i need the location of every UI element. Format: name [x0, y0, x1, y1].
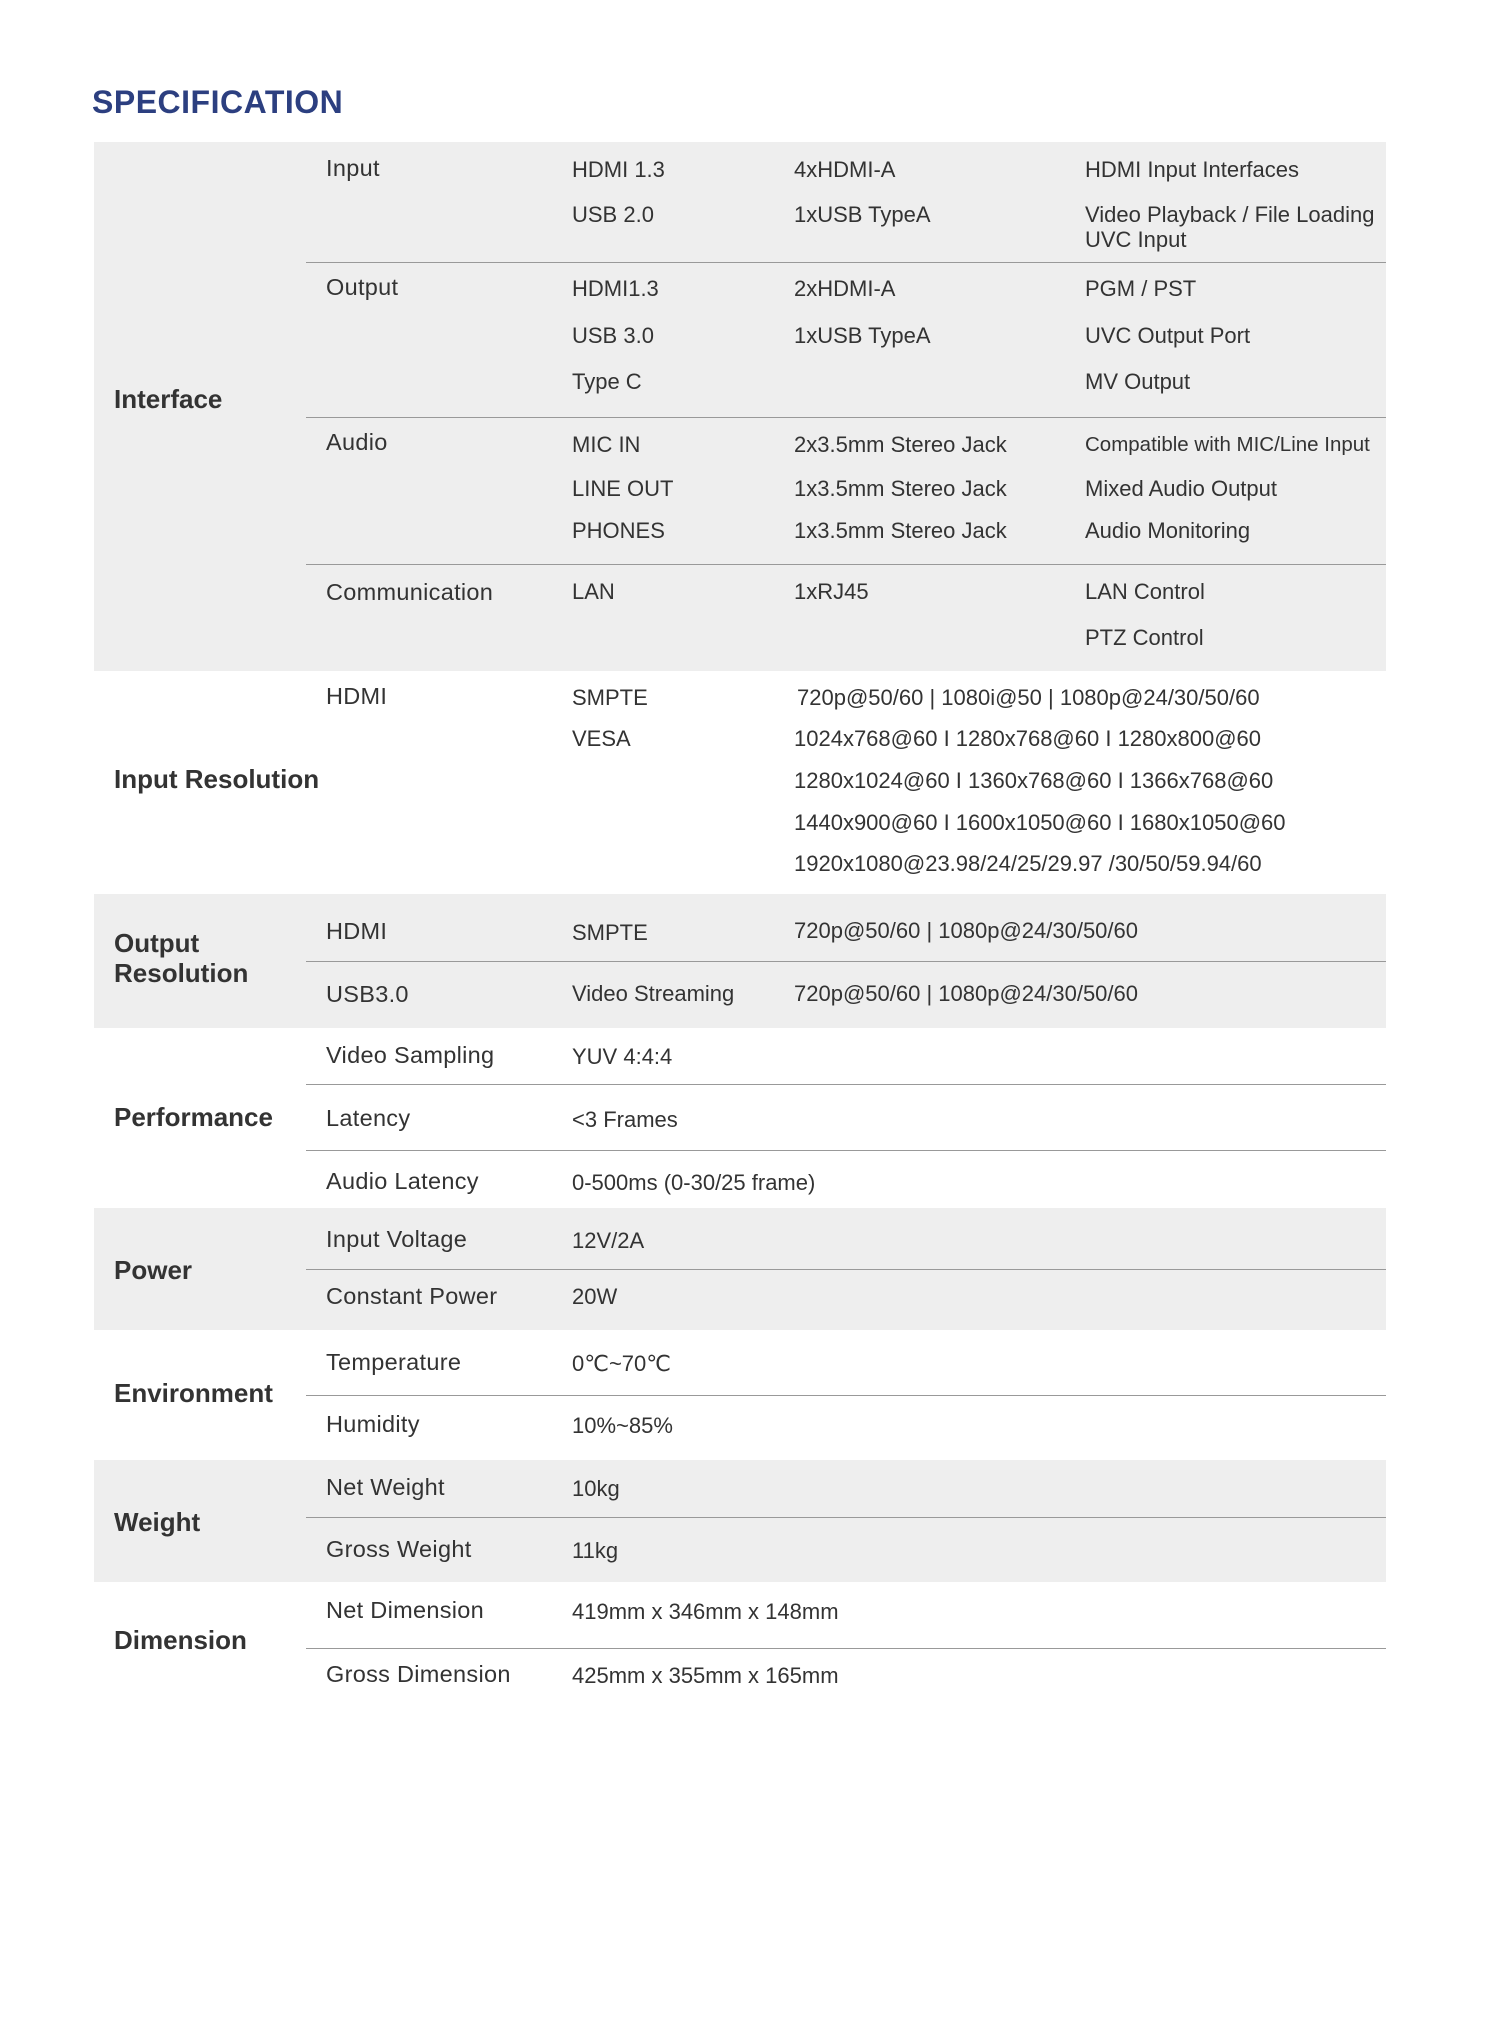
row-name: Gross Dimension — [326, 1661, 511, 1687]
spec-cell: Video Playback / File Loading — [1085, 202, 1375, 227]
row-name: Net Weight — [326, 1474, 445, 1500]
power-section — [94, 1208, 1386, 1330]
spec-cell: UVC Input — [1085, 227, 1187, 252]
section-label: Power — [114, 1255, 193, 1285]
performance-row — [306, 1084, 1386, 1151]
spec-cell: MIC IN — [572, 432, 641, 457]
spec-cell: 20W — [572, 1284, 618, 1309]
section-label: Interface — [114, 384, 223, 414]
resolution-value: 720p@50/60 | 1080i@50 | 1080p@24/30/50/60 — [797, 685, 1260, 710]
section-label: Input Resolution — [114, 764, 320, 794]
interface-audio-row — [306, 417, 1386, 565]
row-name: Gross Weight — [326, 1536, 472, 1562]
interface-input-row — [306, 142, 1386, 262]
spec-cell: Type C — [572, 369, 642, 394]
row-name: Audio — [326, 429, 388, 455]
spec-cell: 720p@50/60 | 1080p@24/30/50/60 — [794, 918, 1138, 943]
weight-row — [306, 1517, 1386, 1583]
spec-cell: Video Streaming — [572, 981, 735, 1006]
dimension-row — [306, 1648, 1386, 1707]
section-label: Resolution — [114, 958, 249, 988]
spec-cell: PGM / PST — [1085, 276, 1197, 301]
interface-communication-row — [306, 564, 1386, 672]
row-name: Latency — [326, 1105, 411, 1131]
weight-row — [306, 1460, 1386, 1517]
output-resolution-section — [94, 894, 1386, 1028]
interface-section — [94, 142, 1386, 671]
input-resolution-hdmi-row — [306, 671, 1386, 894]
spec-cell: 1xUSB TypeA — [794, 323, 931, 348]
spec-cell: PHONES — [572, 518, 665, 543]
spec-cell: 10%~85% — [572, 1413, 673, 1438]
resolution-value: 1440x900@60 I 1600x1050@60 I 1680x1050@60 — [794, 810, 1286, 835]
spec-cell: 0℃~70℃ — [572, 1351, 671, 1376]
spec-cell: <3 Frames — [572, 1107, 678, 1132]
row-name: Input — [326, 155, 380, 181]
section-label: Environment — [114, 1378, 273, 1408]
performance-section — [94, 1028, 1386, 1208]
environment-section — [94, 1330, 1386, 1460]
section-label: Output — [114, 928, 200, 958]
spec-cell: 425mm x 355mm x 165mm — [572, 1663, 839, 1688]
performance-row — [306, 1028, 1386, 1084]
row-name: USB3.0 — [326, 981, 409, 1007]
section-label: Weight — [114, 1507, 201, 1537]
row-name: HDMI — [326, 918, 388, 944]
spec-cell: HDMI1.3 — [572, 276, 659, 301]
spec-cell: 1x3.5mm Stereo Jack — [794, 518, 1007, 543]
row-name: Constant Power — [326, 1283, 498, 1309]
environment-row — [306, 1395, 1386, 1461]
row-name: HDMI — [326, 683, 388, 709]
spec-cell: YUV 4:4:4 — [572, 1044, 673, 1069]
spec-cell: LAN Control — [1085, 579, 1205, 604]
spec-cell: HDMI Input Interfaces — [1085, 157, 1299, 182]
row-name: Output — [326, 274, 399, 300]
row-name: Audio Latency — [326, 1168, 479, 1194]
spec-cell: 2x3.5mm Stereo Jack — [794, 432, 1007, 457]
spec-cell: 1x3.5mm Stereo Jack — [794, 476, 1007, 501]
spec-cell: USB 2.0 — [572, 202, 654, 227]
power-row — [306, 1269, 1386, 1331]
spec-cell: SMPTE — [572, 920, 648, 945]
row-name: Temperature — [326, 1349, 462, 1375]
spec-cell: 1xRJ45 — [794, 579, 869, 604]
spec-cell: HDMI 1.3 — [572, 157, 665, 182]
environment-row — [306, 1330, 1386, 1395]
dimension-row — [306, 1582, 1386, 1648]
spec-cell: MV Output — [1085, 369, 1191, 394]
spec-cell: PTZ Control — [1085, 625, 1204, 650]
weight-section — [94, 1460, 1386, 1582]
interface-output-row — [306, 262, 1386, 418]
row-name: Input Voltage — [326, 1226, 468, 1252]
spec-cell: Compatible with MIC/Line Input — [1085, 433, 1370, 456]
spec-cell: 10kg — [572, 1476, 620, 1501]
output-resolution-hdmi-row — [306, 894, 1386, 961]
spec-cell: LINE OUT — [572, 476, 674, 501]
input-resolution-section — [94, 671, 1386, 894]
spec-cell: LAN — [572, 579, 615, 604]
row-name: Communication — [326, 579, 494, 605]
spec-cell: 2xHDMI-A — [794, 276, 896, 301]
spec-cell: 11kg — [572, 1538, 619, 1563]
spec-cell: 0-500ms (0-30/25 frame) — [572, 1170, 816, 1195]
row-name: Video Sampling — [326, 1042, 495, 1068]
spec-cell: VESA — [572, 726, 631, 751]
output-resolution-usb-row — [306, 961, 1386, 1029]
spec-cell: Audio Monitoring — [1085, 518, 1251, 543]
page-title: SPECIFICATION — [92, 84, 344, 120]
row-name: Net Dimension — [326, 1597, 485, 1623]
resolution-value: 1024x768@60 I 1280x768@60 I 1280x800@60 — [794, 726, 1262, 751]
dimension-section — [94, 1582, 1386, 1706]
spec-cell: USB 3.0 — [572, 323, 654, 348]
spec-cell: Mixed Audio Output — [1085, 476, 1278, 501]
section-label: Performance — [114, 1102, 273, 1132]
row-name: Humidity — [326, 1411, 420, 1437]
resolution-value: 1280x1024@60 I 1360x768@60 I 1366x768@60 — [794, 768, 1274, 793]
power-row — [306, 1208, 1386, 1269]
spec-cell: 720p@50/60 | 1080p@24/30/50/60 — [794, 981, 1138, 1006]
resolution-value: 1920x1080@23.98/24/25/29.97 /30/50/59.94/60 — [794, 851, 1262, 876]
spec-cell: UVC Output Port — [1085, 323, 1251, 348]
spec-cell: 419mm x 346mm x 148mm — [572, 1599, 839, 1624]
spec-cell: 12V/2A — [572, 1228, 645, 1253]
performance-row — [306, 1150, 1386, 1209]
section-label: Dimension — [114, 1625, 247, 1655]
spec-cell: SMPTE — [572, 685, 648, 710]
spec-cell: 4xHDMI-A — [794, 157, 896, 182]
spec-cell: 1xUSB TypeA — [794, 202, 931, 227]
